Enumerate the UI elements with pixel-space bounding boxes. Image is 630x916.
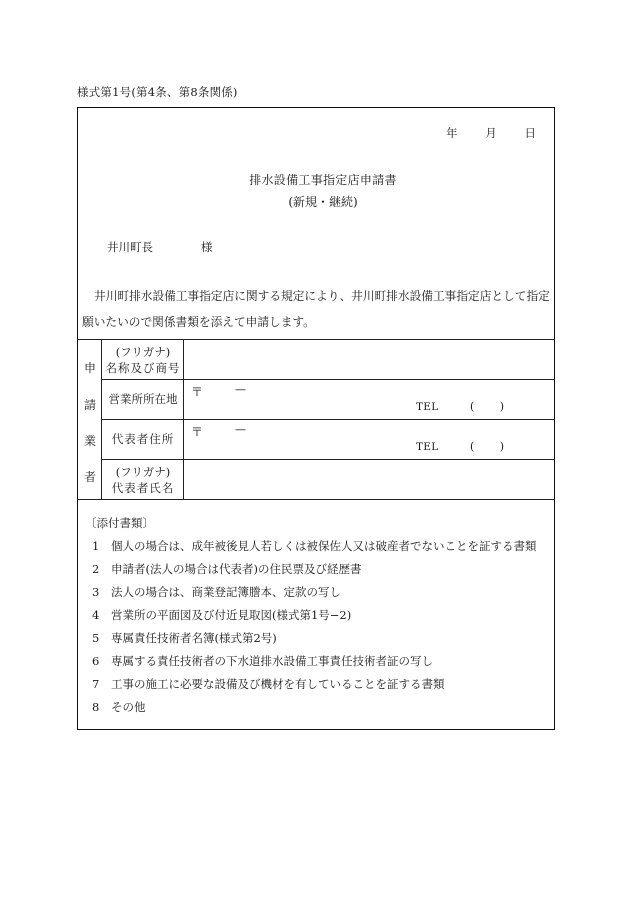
representative-name-label: 代表者氏名 bbox=[111, 481, 175, 495]
form-reference: 様式第1号(第4条、第8条関係) bbox=[77, 85, 238, 99]
list-item bbox=[92, 607, 537, 630]
item-text: 申請者(法人の場合は代表者)の住民票及び経歴書 bbox=[111, 562, 362, 576]
representative-address-label: 代表者住所 bbox=[111, 432, 175, 446]
postal-dash: — bbox=[235, 423, 246, 436]
side-label-char: 者 bbox=[84, 470, 97, 484]
list-item bbox=[92, 630, 537, 653]
date-month-label: 月 bbox=[485, 126, 497, 140]
list-item bbox=[92, 653, 537, 676]
tel-paren-close: ) bbox=[499, 400, 504, 413]
table-top-line bbox=[77, 339, 555, 340]
table-bottom-line bbox=[77, 499, 555, 500]
row-label-representative-name bbox=[104, 464, 182, 496]
item-number: 4 bbox=[92, 608, 100, 622]
row-label-business-name bbox=[104, 344, 182, 376]
date-year-label: 年 bbox=[446, 126, 458, 140]
postal-dash: — bbox=[235, 383, 246, 396]
form-subtitle: (新規・継続) bbox=[288, 195, 358, 209]
date-line bbox=[446, 125, 536, 141]
item-number: 8 bbox=[92, 700, 100, 714]
item-text: 法人の場合は、商業登記簿謄本、定款の写し bbox=[111, 585, 341, 599]
form-title: 排水設備工事指定店申請書 bbox=[249, 173, 397, 187]
row-divider bbox=[101, 459, 555, 460]
tel-paren-open: ( bbox=[470, 440, 475, 453]
addressee bbox=[107, 239, 213, 255]
office-address-label: 営業所所在地 bbox=[108, 392, 178, 406]
item-text: その他 bbox=[111, 700, 146, 714]
row-label-office-address bbox=[104, 391, 182, 407]
list-item bbox=[92, 676, 537, 699]
item-number: 3 bbox=[92, 585, 100, 599]
addressee-honorific: 様 bbox=[201, 240, 213, 254]
item-text: 営業所の平面図及び付近見取図(様式第1号−2) bbox=[111, 608, 352, 622]
side-label-char: 業 bbox=[84, 434, 97, 448]
tel-paren-close: ) bbox=[499, 440, 504, 453]
tel-label: TEL bbox=[416, 401, 439, 413]
attachments-heading: 〔添付書類〕 bbox=[85, 516, 154, 530]
tel-paren-open: ( bbox=[470, 400, 475, 413]
item-text: 専属する責任技術者の下水道排水設備工事責任技術者証の写し bbox=[111, 654, 433, 668]
item-number: 6 bbox=[92, 654, 100, 668]
list-item bbox=[92, 561, 537, 584]
business-name-label: 名称及び商号 bbox=[105, 361, 181, 375]
label-column-line bbox=[183, 339, 184, 499]
date-day-label: 日 bbox=[524, 126, 536, 140]
item-text: 工事の施工に必要な設備及び機材を有していることを証する書類 bbox=[111, 677, 445, 691]
postal-mark-icon: 〒 bbox=[191, 385, 204, 399]
item-text: 専属責任技術者名簿(様式第2号) bbox=[111, 631, 277, 645]
tel-paren bbox=[470, 440, 504, 453]
item-text: 個人の場合は、成年被後見人若しくは被保佐人又は破産者でないことを証する書類 bbox=[111, 539, 537, 553]
attachments-list bbox=[92, 538, 537, 722]
item-number: 1 bbox=[92, 539, 100, 553]
row-label-representative-address bbox=[104, 431, 182, 447]
postal-mark-icon: 〒 bbox=[191, 425, 204, 439]
list-item bbox=[92, 699, 537, 722]
side-label-char: 申 bbox=[84, 361, 97, 375]
item-number: 2 bbox=[92, 562, 100, 576]
side-label-char: 請 bbox=[84, 398, 97, 412]
addressee-name: 井川町長 bbox=[107, 240, 153, 254]
row-divider bbox=[101, 379, 555, 380]
row-divider bbox=[101, 419, 555, 420]
furigana-label: (フリガナ) bbox=[115, 345, 171, 359]
furigana-label: (フリガナ) bbox=[115, 465, 171, 479]
list-item bbox=[92, 584, 537, 607]
item-number: 7 bbox=[92, 677, 100, 691]
application-statement: 井川町排水設備工事指定店に関する規定により、井川町排水設備工事指定店として指定願いたいので関係書類を添えて申請します。 bbox=[82, 289, 550, 329]
list-item bbox=[92, 538, 537, 561]
item-number: 5 bbox=[92, 631, 100, 645]
side-column-line bbox=[101, 339, 102, 499]
tel-label: TEL bbox=[416, 441, 439, 453]
tel-paren bbox=[470, 400, 504, 413]
